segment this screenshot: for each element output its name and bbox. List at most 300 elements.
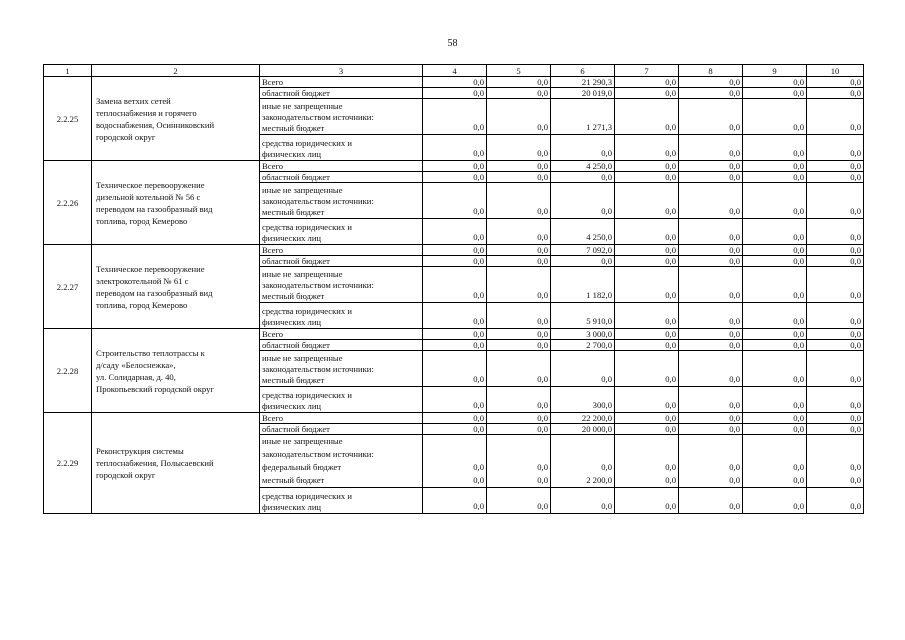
value-text: 0,0 [729, 232, 740, 242]
value-text: 1 182,0 [586, 290, 612, 300]
table-row [44, 329, 864, 340]
value-cell: 0,0 [615, 88, 679, 99]
value-text: 0,0 [850, 462, 861, 472]
source-label [260, 219, 423, 245]
value-cell [743, 303, 807, 329]
item-name-line: переводом на газообразный вид [96, 203, 213, 214]
value-cell: 0,0 [807, 413, 864, 424]
value-cell: 0,0 [807, 245, 864, 256]
value-cell [423, 219, 487, 245]
value-text: 0,0 [850, 400, 861, 410]
value-text: 0,0 [665, 316, 676, 326]
value-cell: 20 000,0 [551, 424, 615, 435]
item-name-line: дизельной котельной № 56 с [96, 191, 201, 202]
source-label [260, 351, 423, 387]
value-text: 0,0 [850, 122, 861, 132]
value-text: 0,0 [850, 290, 861, 300]
value-text: 0,0 [793, 290, 804, 300]
value-cell: 0,0 [679, 161, 743, 172]
item-name-line: д/саду «Белоснежка», [96, 359, 176, 370]
source-label [260, 488, 423, 514]
value-text: 0,0 [537, 122, 548, 132]
source-label-line: федеральный бюджет [262, 462, 342, 472]
value-text: 0,0 [729, 462, 740, 472]
value-text: 0,0 [537, 501, 548, 511]
value-text: 0,0 [665, 501, 676, 511]
value-cell [551, 435, 615, 488]
source-label-line: местный бюджет [262, 291, 325, 301]
value-text: 0,0 [601, 148, 612, 158]
item-name-line: Замена ветхих сетей [96, 95, 171, 106]
value-cell: 0,0 [423, 424, 487, 435]
item-name-line: электрокотельной № 61 с [96, 275, 189, 286]
value-cell [807, 99, 864, 135]
value-cell: 22 200,0 [551, 413, 615, 424]
source-label: областной бюджет [260, 256, 423, 267]
value-cell: 0,0 [743, 256, 807, 267]
value-cell [423, 488, 487, 514]
value-text: 0,0 [850, 316, 861, 326]
value-cell [679, 219, 743, 245]
value-cell: 0,0 [615, 161, 679, 172]
value-cell [679, 351, 743, 387]
header-cell: 3 [260, 65, 423, 77]
value-cell: 0,0 [743, 172, 807, 183]
value-cell [743, 183, 807, 219]
value-cell [487, 435, 551, 488]
source-label-line: физических лиц [262, 149, 322, 159]
source-label: Всего [260, 77, 423, 88]
value-text: 0,0 [793, 206, 804, 216]
value-text: 4 250,0 [586, 232, 612, 242]
value-cell: 0,0 [743, 88, 807, 99]
value-cell: 0,0 [615, 256, 679, 267]
value-text: 0,0 [473, 462, 484, 472]
value-text: 1 271,3 [586, 122, 612, 132]
item-name-line: топлива, город Кемерово [96, 215, 188, 226]
source-label [260, 267, 423, 303]
value-cell [807, 267, 864, 303]
value-text: 0,0 [665, 206, 676, 216]
page-number: 58 [447, 38, 458, 49]
value-cell [615, 303, 679, 329]
value-cell [807, 488, 864, 514]
source-label-line: иные не запрещенные [262, 353, 343, 363]
value-text: 0,0 [473, 374, 484, 384]
value-text: 0,0 [850, 232, 861, 242]
value-cell: 0,0 [807, 172, 864, 183]
value-text: 0,0 [729, 400, 740, 410]
source-label: областной бюджет [260, 172, 423, 183]
value-text: 300,0 [592, 400, 612, 410]
value-cell: 0,0 [615, 340, 679, 351]
value-text: 0,0 [665, 462, 676, 472]
source-label-line: физических лиц [262, 233, 322, 243]
value-cell: 0,0 [423, 172, 487, 183]
value-cell: 0,0 [487, 256, 551, 267]
value-text: 0,0 [473, 475, 484, 485]
value-cell: 0,0 [551, 172, 615, 183]
value-text: 0,0 [665, 374, 676, 384]
value-cell [615, 219, 679, 245]
value-text: 0,0 [665, 400, 676, 410]
value-cell [807, 435, 864, 488]
source-label: Всего [260, 161, 423, 172]
value-cell: 0,0 [807, 161, 864, 172]
value-text: 0,0 [601, 501, 612, 511]
table-row [44, 413, 864, 424]
value-cell: 0,0 [743, 424, 807, 435]
source-label: Всего [260, 413, 423, 424]
value-cell [487, 303, 551, 329]
value-text: 0,0 [665, 290, 676, 300]
source-label-line: законодательством источники: [262, 449, 374, 459]
value-text: 0,0 [537, 475, 548, 485]
item-name-line: Техническое перевооружение [96, 179, 205, 190]
item-number: 2.2.29 [44, 413, 92, 514]
source-label-line: иные не запрещенные [262, 185, 343, 195]
value-cell: 0,0 [615, 77, 679, 88]
source-label-line: местный бюджет [262, 475, 325, 485]
source-label-line: иные не запрещенные [262, 436, 343, 446]
value-cell [487, 351, 551, 387]
value-cell [679, 267, 743, 303]
header-cell: 6 [551, 65, 615, 77]
value-cell: 0,0 [487, 77, 551, 88]
value-text: 0,0 [729, 475, 740, 485]
value-cell [551, 183, 615, 219]
value-cell [807, 387, 864, 413]
value-cell [615, 387, 679, 413]
value-cell [679, 99, 743, 135]
item-number: 2.2.25 [44, 77, 92, 161]
source-label [260, 135, 423, 161]
value-text: 0,0 [473, 501, 484, 511]
value-cell [487, 267, 551, 303]
value-cell: 0,0 [487, 340, 551, 351]
value-text: 0,0 [665, 232, 676, 242]
value-text: 0,0 [601, 374, 612, 384]
value-cell [679, 135, 743, 161]
value-text: 0,0 [793, 232, 804, 242]
value-text: 0,0 [537, 206, 548, 216]
value-cell: 0,0 [423, 340, 487, 351]
item-name [92, 77, 260, 161]
value-cell [551, 267, 615, 303]
value-text: 0,0 [850, 374, 861, 384]
value-text: 0,0 [601, 206, 612, 216]
value-cell: 20 019,0 [551, 88, 615, 99]
source-label [260, 303, 423, 329]
value-cell [743, 135, 807, 161]
value-cell: 21 290,3 [551, 77, 615, 88]
header-cell: 1 [44, 65, 92, 77]
value-text: 0,0 [729, 501, 740, 511]
value-cell: 0,0 [807, 256, 864, 267]
item-name-line: Реконструкция системы [96, 446, 184, 456]
table-row [44, 161, 864, 172]
value-cell [423, 435, 487, 488]
value-cell: 0,0 [487, 424, 551, 435]
value-cell [423, 135, 487, 161]
value-cell: 0,0 [743, 340, 807, 351]
value-text: 0,0 [793, 122, 804, 132]
value-cell [423, 183, 487, 219]
value-cell [487, 183, 551, 219]
value-cell: 0,0 [679, 245, 743, 256]
value-cell: 0,0 [679, 172, 743, 183]
value-cell [615, 351, 679, 387]
value-cell: 0,0 [423, 256, 487, 267]
value-cell: 0,0 [743, 413, 807, 424]
value-text: 0,0 [850, 475, 861, 485]
source-label-line: средства юридических и [262, 138, 352, 148]
item-name-line: ул. Солидарная, д. 40, [96, 371, 176, 382]
value-text: 0,0 [537, 462, 548, 472]
value-cell: 0,0 [679, 424, 743, 435]
value-text: 0,0 [850, 206, 861, 216]
value-cell [679, 488, 743, 514]
value-cell [807, 183, 864, 219]
header-cell: 8 [679, 65, 743, 77]
value-cell [487, 488, 551, 514]
source-label-line: средства юридических и [262, 390, 352, 400]
value-cell [423, 351, 487, 387]
value-text: 0,0 [729, 374, 740, 384]
item-name-line: теплоснабжения, Полысаевский [96, 458, 214, 468]
value-text: 0,0 [850, 501, 861, 511]
header-row [44, 65, 864, 77]
value-text: 2 200,0 [586, 475, 612, 485]
value-cell: 0,0 [807, 424, 864, 435]
value-text: 0,0 [473, 206, 484, 216]
value-text: 0,0 [850, 148, 861, 158]
item-name-line: городской округ [96, 470, 156, 480]
value-text: 0,0 [473, 122, 484, 132]
value-cell [551, 351, 615, 387]
value-cell [743, 387, 807, 413]
header-cell: 4 [423, 65, 487, 77]
value-cell [807, 135, 864, 161]
item-name-line: переводом на газообразный вид [96, 287, 213, 298]
value-cell [423, 303, 487, 329]
budget-table [43, 64, 864, 514]
value-cell: 0,0 [679, 77, 743, 88]
value-cell [551, 488, 615, 514]
item-name-line: топлива, город Кемерово [96, 299, 188, 310]
value-cell: 0,0 [487, 172, 551, 183]
value-cell [743, 351, 807, 387]
value-cell: 0,0 [807, 329, 864, 340]
value-cell: 0,0 [615, 413, 679, 424]
source-label-line: законодательством источники: [262, 112, 374, 122]
value-cell [423, 267, 487, 303]
value-cell [551, 135, 615, 161]
source-label: областной бюджет [260, 340, 423, 351]
value-cell: 0,0 [487, 413, 551, 424]
item-name-line: городской округ [96, 131, 156, 142]
item-name [92, 161, 260, 245]
source-label [260, 99, 423, 135]
value-text: 0,0 [537, 400, 548, 410]
value-cell: 0,0 [615, 424, 679, 435]
value-cell [807, 351, 864, 387]
value-text: 5 910,0 [586, 316, 612, 326]
value-cell: 0,0 [423, 161, 487, 172]
item-name [92, 329, 260, 413]
value-cell [743, 267, 807, 303]
value-text: 0,0 [537, 290, 548, 300]
value-cell: 0,0 [423, 88, 487, 99]
value-text: 0,0 [729, 290, 740, 300]
value-cell [551, 99, 615, 135]
value-text: 0,0 [473, 316, 484, 326]
item-name-line: водоснабжения, Осинниковский [96, 119, 215, 130]
value-cell [679, 303, 743, 329]
source-label [260, 435, 423, 488]
source-label-line: средства юридических и [262, 491, 352, 501]
value-cell: 0,0 [615, 172, 679, 183]
value-cell: 0,0 [743, 245, 807, 256]
value-cell: 0,0 [679, 256, 743, 267]
source-label-line: законодательством источники: [262, 196, 374, 206]
value-cell [615, 183, 679, 219]
value-text: 0,0 [793, 374, 804, 384]
value-cell: 4 250,0 [551, 161, 615, 172]
value-cell: 0,0 [487, 88, 551, 99]
value-text: 0,0 [473, 148, 484, 158]
source-label-line: физических лиц [262, 317, 322, 327]
value-cell: 0,0 [807, 88, 864, 99]
value-cell: 0,0 [487, 161, 551, 172]
value-cell: 0,0 [679, 329, 743, 340]
value-text: 0,0 [537, 316, 548, 326]
item-name-line: Строительство теплотрассы к [96, 347, 205, 358]
value-cell [551, 387, 615, 413]
value-cell: 0,0 [615, 329, 679, 340]
value-text: 0,0 [793, 316, 804, 326]
item-number: 2.2.26 [44, 161, 92, 245]
value-text: 0,0 [793, 501, 804, 511]
value-text: 0,0 [601, 462, 612, 472]
source-label-line: физических лиц [262, 401, 322, 411]
item-name [92, 413, 260, 514]
source-label-line: законодательством источники: [262, 364, 374, 374]
item-name-line: Прокопьевский городской округ [96, 383, 214, 394]
item-name-line: Техническое перевооружение [96, 263, 205, 274]
source-label-line: законодательством источники: [262, 280, 374, 290]
value-cell [615, 99, 679, 135]
value-text: 0,0 [537, 374, 548, 384]
value-cell [615, 488, 679, 514]
source-label: областной бюджет [260, 424, 423, 435]
value-cell: 7 092,0 [551, 245, 615, 256]
value-text: 0,0 [793, 462, 804, 472]
header-cell: 2 [92, 65, 260, 77]
value-cell: 0,0 [423, 329, 487, 340]
value-cell: 2 700,0 [551, 340, 615, 351]
value-cell: 0,0 [743, 161, 807, 172]
value-cell [487, 387, 551, 413]
value-cell [423, 99, 487, 135]
value-text: 0,0 [537, 148, 548, 158]
value-cell [679, 183, 743, 219]
item-number: 2.2.27 [44, 245, 92, 329]
source-label-line: средства юридических и [262, 222, 352, 232]
value-cell: 0,0 [679, 413, 743, 424]
value-cell [679, 435, 743, 488]
value-cell: 0,0 [679, 340, 743, 351]
value-cell: 0,0 [807, 77, 864, 88]
value-text: 0,0 [473, 290, 484, 300]
value-cell [743, 99, 807, 135]
source-label [260, 183, 423, 219]
value-cell [615, 435, 679, 488]
header-cell: 9 [743, 65, 807, 77]
value-text: 0,0 [729, 316, 740, 326]
source-label-line: местный бюджет [262, 123, 325, 133]
value-text: 0,0 [729, 148, 740, 158]
value-text: 0,0 [473, 400, 484, 410]
value-cell: 0,0 [743, 77, 807, 88]
header-cell: 5 [487, 65, 551, 77]
value-cell [807, 219, 864, 245]
source-label-line: местный бюджет [262, 375, 325, 385]
source-label-line: физических лиц [262, 502, 322, 512]
source-label: областной бюджет [260, 88, 423, 99]
value-cell [487, 219, 551, 245]
value-text: 0,0 [665, 122, 676, 132]
value-cell [487, 99, 551, 135]
value-cell [615, 135, 679, 161]
value-cell: 0,0 [615, 245, 679, 256]
source-label-line: иные не запрещенные [262, 101, 343, 111]
value-text: 0,0 [729, 206, 740, 216]
value-cell [487, 135, 551, 161]
header-cell: 10 [807, 65, 864, 77]
value-cell: 0,0 [423, 413, 487, 424]
value-text: 0,0 [473, 232, 484, 242]
value-cell: 0,0 [551, 256, 615, 267]
value-cell [743, 488, 807, 514]
value-text: 0,0 [665, 475, 676, 485]
value-cell [743, 435, 807, 488]
value-cell: 0,0 [487, 245, 551, 256]
value-cell [551, 219, 615, 245]
value-cell: 0,0 [487, 329, 551, 340]
table-row [44, 77, 864, 88]
value-cell: 0,0 [423, 245, 487, 256]
value-text: 0,0 [793, 148, 804, 158]
source-label-line: иные не запрещенные [262, 269, 343, 279]
value-cell [807, 303, 864, 329]
source-label-line: средства юридических и [262, 306, 352, 316]
item-name-line: теплоснабжения и горячего [96, 107, 197, 118]
value-text: 0,0 [729, 122, 740, 132]
header-cell: 7 [615, 65, 679, 77]
item-number: 2.2.28 [44, 329, 92, 413]
value-cell [743, 219, 807, 245]
value-cell: 0,0 [679, 88, 743, 99]
value-cell: 0,0 [423, 77, 487, 88]
source-label-line: местный бюджет [262, 207, 325, 217]
value-text: 0,0 [665, 148, 676, 158]
value-cell: 0,0 [743, 329, 807, 340]
value-cell [615, 267, 679, 303]
source-label: Всего [260, 329, 423, 340]
value-cell: 3 000,0 [551, 329, 615, 340]
value-cell [423, 387, 487, 413]
